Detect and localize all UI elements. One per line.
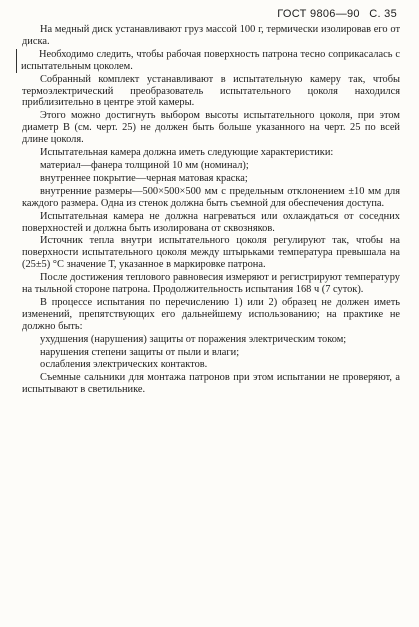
page-number: С. 35 xyxy=(369,8,397,20)
standard-number: ГОСТ 9806—90 xyxy=(277,8,360,20)
page-header xyxy=(271,8,397,20)
list-item: ухудшения (нарушения) защиты от поражения электрическим током; xyxy=(40,333,347,345)
paragraph: Съемные сальники для монтажа патронов при этом испытании не проверяют, а испытывают в светильнике. xyxy=(22,372,400,396)
body-text xyxy=(22,24,400,397)
list-item: нарушения степени защиты от пыли и влаги; xyxy=(40,346,240,358)
paragraph: Этого можно достигнуть выбором высоты испытательного цоколя, при этом диаметр B (см. черт. 25) не должен быть больше указанного на черт. 25 по всей длине цоколя. xyxy=(22,110,400,146)
paragraph: Собранный комплект устанавливают в испытательную камеру так, чтобы термоэлектрический преобразователь испытательного цоколя находился приблизительно в центре этой камеры. xyxy=(22,73,400,109)
list-item: внутренние размеры—500×500×500 мм с предельным отклонением ±10 мм для каждого размера. Одна из стенок должна быть съемной для обеспечения доступа. xyxy=(22,185,400,209)
paragraph: Необходимо следить, чтобы рабочая поверхность патрона тесно соприкасалась с испытательным цоколем. xyxy=(16,49,400,73)
paragraph: На медный диск устанавливают груз массой 100 г, термически изолировав его от диска. xyxy=(22,24,400,47)
list-item: материал—фанера толщиной 10 мм (номинал); xyxy=(40,159,249,171)
paragraph: Источник тепла внутри испытательного цоколя регулируют так, чтобы на поверхности испытательного цоколя между штырьками температура превышала на (25±5) °С значение Т, указанное в маркировке патрона. xyxy=(22,235,400,271)
paragraph: Испытательная камера не должна нагреваться или охлаждаться от соседних поверхностей и должна быть изолирована от сквозняков. xyxy=(22,210,400,234)
paragraph: Испытательная камера должна иметь следующие характеристики: xyxy=(40,147,334,159)
list-item: ослабления электрических контактов. xyxy=(40,359,208,371)
paragraph: После достижения теплового равновесия измеряют и регистрируют температуру на тыльной стороне патрона. Продолжительность испытания 168 ч (7 суток). xyxy=(22,272,400,296)
list-item: внутреннее покрытие—черная матовая краска; xyxy=(40,172,248,184)
paragraph: В процессе испытания по перечислению 1) или 2) образец не должен иметь изменений, препятствующих его дальнейшему использованию; на практике не должно быть: xyxy=(22,296,400,332)
